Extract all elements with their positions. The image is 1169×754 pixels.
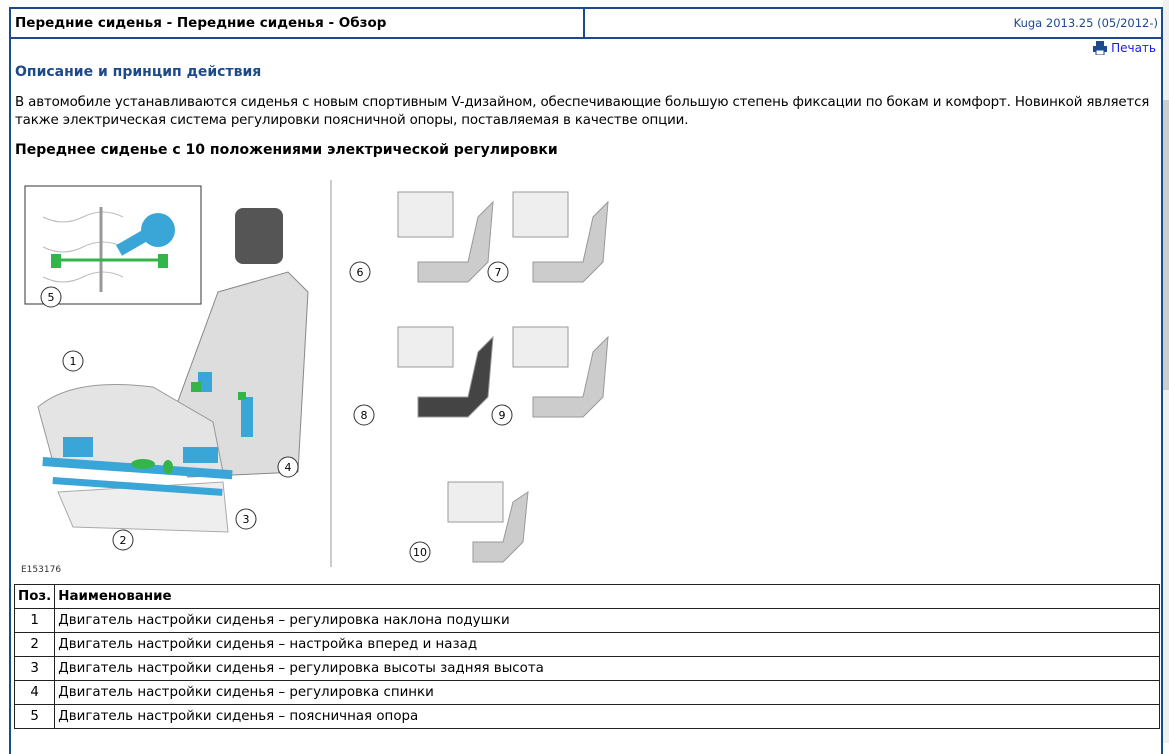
print-label: Печать [1111, 41, 1156, 55]
callout-7: 7 [494, 266, 502, 279]
header-name: Наименование [55, 585, 1160, 609]
row-pos: 3 [15, 657, 55, 681]
section-title: Описание и принцип действия [15, 64, 262, 80]
table-header [15, 585, 1160, 609]
vertical-scrollbar[interactable] [1163, 0, 1169, 743]
figure-code: E153176 [21, 565, 62, 575]
row-pos: 1 [15, 609, 55, 633]
callout-5: 5 [47, 291, 55, 304]
row-pos: 2 [15, 633, 55, 657]
subheading: Переднее сиденье с 10 положениями электрической регулировки [15, 142, 558, 158]
scrollbar-thumb[interactable] [1163, 100, 1169, 390]
adjustment-panels [398, 192, 608, 562]
row-name: Двигатель настройки сиденья – поясничная опора [55, 705, 1160, 729]
callout-9: 9 [498, 409, 506, 422]
printer-icon [1093, 41, 1107, 55]
callout-1: 1 [69, 355, 77, 368]
table-row [15, 681, 1160, 705]
callout-8: 8 [360, 409, 368, 422]
row-name: Двигатель настройки сиденья – настройка вперед и назад [55, 633, 1160, 657]
table-row [15, 609, 1160, 633]
callout-4: 4 [284, 461, 292, 474]
description-text: В автомобиле устанавливаются сиденья с новым спортивным V-дизайном, обеспечивающие большую степень фиксации по бокам и комфорт. Новинкой является также электрическая система регулировки поясничной опоры, поставляемая в качестве опции. [15, 95, 1150, 128]
seat-illustration [13, 172, 633, 577]
header-pos: Поз. [15, 585, 55, 609]
table-row [15, 657, 1160, 681]
print-button[interactable] [1093, 41, 1156, 55]
page-title: Передние сиденья - Передние сиденья - Обзор [11, 9, 585, 37]
parts-table [14, 584, 1160, 729]
row-pos: 4 [15, 681, 55, 705]
inset-box [25, 186, 201, 304]
callout-6: 6 [356, 266, 364, 279]
document-frame [9, 7, 1163, 754]
row-name: Двигатель настройки сиденья – регулировка высоты задняя высота [55, 657, 1160, 681]
table-row [15, 633, 1160, 657]
callout-3: 3 [242, 513, 250, 526]
row-pos: 5 [15, 705, 55, 729]
model-label: Kuga 2013.25 (05/2012-) [1013, 16, 1158, 30]
table-row [15, 705, 1160, 729]
callout-10: 10 [413, 546, 427, 559]
header-bar [11, 9, 1161, 39]
row-name: Двигатель настройки сиденья – регулировка спинки [55, 681, 1160, 705]
row-name: Двигатель настройки сиденья – регулировка наклона подушки [55, 609, 1160, 633]
callout-2: 2 [119, 534, 127, 547]
